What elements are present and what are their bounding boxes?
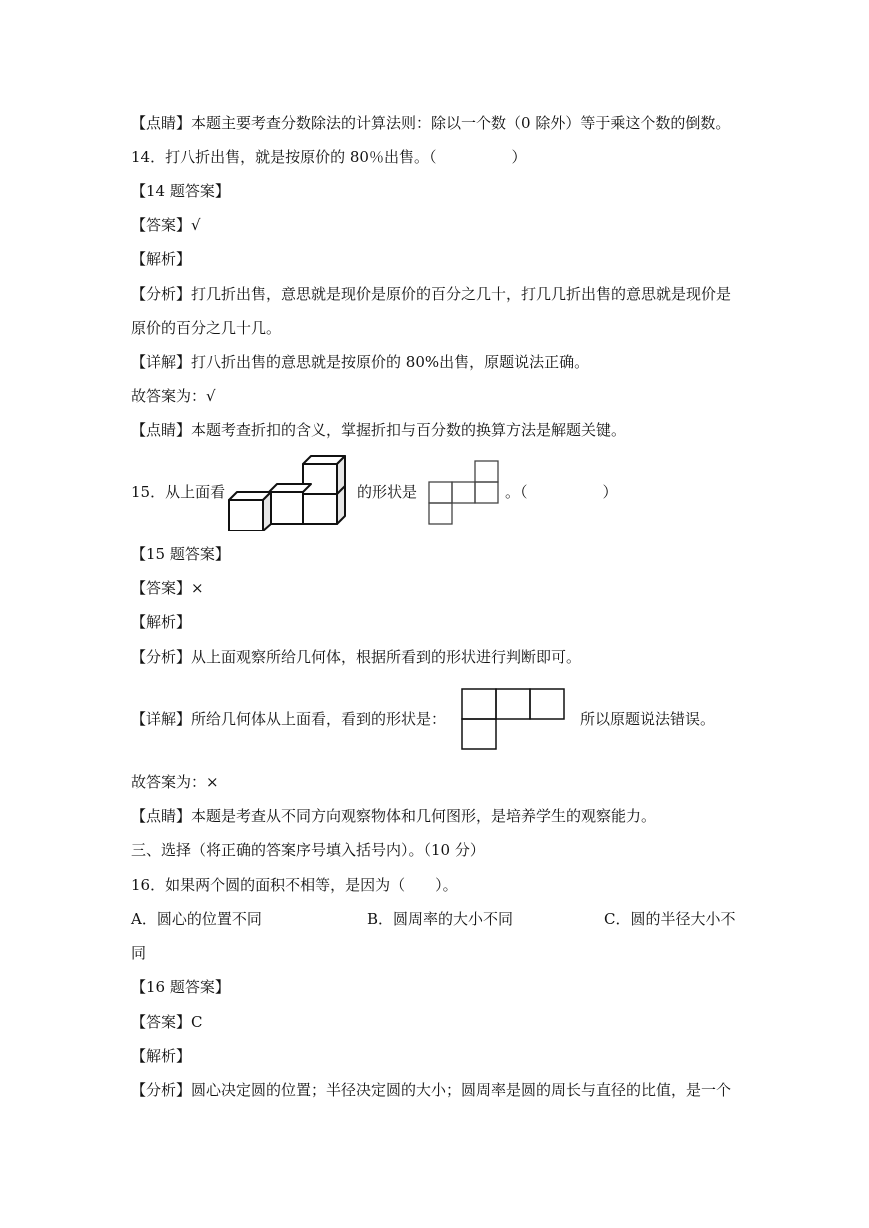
option-b: B．圆周率的大小不同: [367, 910, 514, 928]
top-view-figure-claim: [427, 460, 501, 526]
analysis-15: 【分析】从上面观察所给几何体，根据所看到的形状进行判断即可。: [131, 648, 582, 666]
detail-15-suffix: 所以原题说法错误。: [580, 710, 716, 728]
question-15-mid: 的形状是: [357, 483, 418, 501]
analysis-16: 【分析】圆心决定圆的位置；半径决定圆的大小；圆周率是圆的周长与直径的比值，是一个: [131, 1081, 732, 1099]
question-14: 14．打八折出售，就是按原价的 80％出售。（ ）: [131, 148, 527, 166]
top-view-figure-answer: [461, 688, 565, 750]
analysis-label-14: 【解析】: [131, 250, 192, 268]
tip-13: 【点睛】本题主要考查分数除法的计算法则：除以一个数（0 除外）等于乘这个数的倒数。: [131, 114, 731, 132]
question-16: 16．如果两个圆的面积不相等，是因为（ ）。: [131, 876, 458, 894]
question-15-prefix: 15．从上面看: [131, 483, 226, 501]
analysis-label-15: 【解析】: [131, 613, 192, 631]
option-c: C．圆的半径大小不: [604, 910, 736, 928]
analysis-14-line1: 【分析】打几折出售，意思就是现价是原价的百分之几十，打几几折出售的意思就是现价是: [131, 285, 732, 303]
tip-14: 【点睛】本题考查折扣的含义，掌握折扣与百分数的换算方法是解题关键。: [131, 421, 627, 439]
detail-14: 【详解】打八折出售的意思就是按原价的 80%出售，原题说法正确。: [131, 353, 590, 371]
answer-header-14: 【14 题答案】: [131, 182, 230, 200]
answer-header-16: 【16 题答案】: [131, 978, 230, 996]
conclusion-15: 故答案为：×: [131, 773, 219, 791]
tip-15: 【点睛】本题是考查从不同方向观察物体和几何图形，是培养学生的观察能力。: [131, 807, 657, 825]
cube-stack-figure: [227, 455, 347, 531]
analysis-14-line2: 原价的百分之几十几。: [131, 319, 282, 337]
option-a: A．圆心的位置不同: [131, 910, 262, 928]
detail-15-prefix: 【详解】所给几何体从上面看，看到的形状是：: [131, 710, 447, 728]
option-c-continued: 同: [131, 944, 147, 962]
section-three-heading: 三、选择（将正确的答案序号填入括号内）。（10 分）: [131, 841, 485, 859]
answer-14: 【答案】√: [131, 216, 201, 234]
conclusion-14: 故答案为：√: [131, 387, 216, 405]
question-15-suffix: 。（ ）: [505, 483, 618, 501]
answer-15: 【答案】×: [131, 579, 204, 597]
analysis-label-16: 【解析】: [131, 1047, 192, 1065]
answer-header-15: 【15 题答案】: [131, 545, 230, 563]
answer-16: 【答案】C: [131, 1013, 203, 1031]
